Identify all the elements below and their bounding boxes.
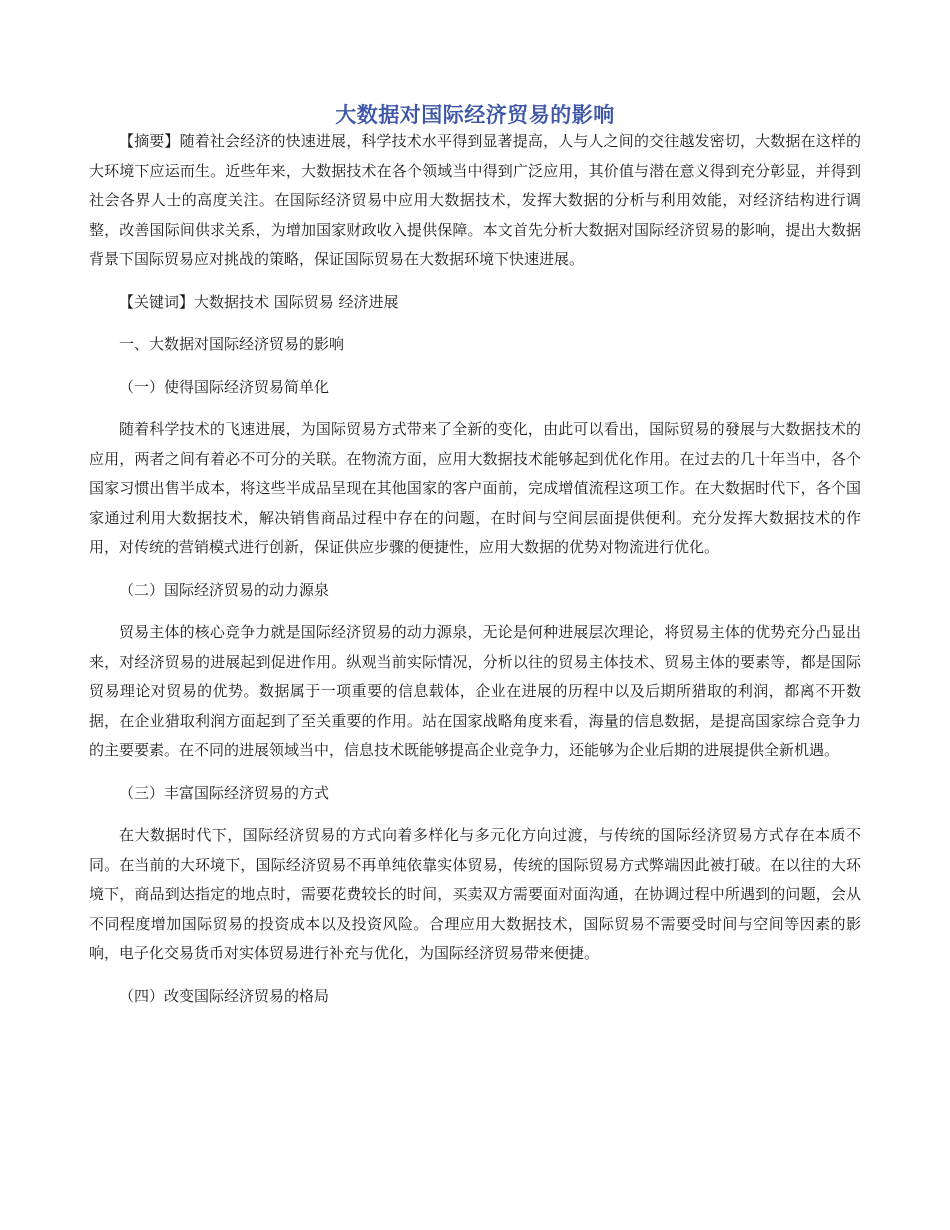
- abstract-label: 【摘要】: [119, 132, 180, 150]
- subsection-body-2: 贸易主体的核心竞争力就是国际经济贸易的动力源泉，无论是何种进展层次理论，将贸易主体的优势充分凸显出来，对经济贸易的进展起到促进作用。纵观当前实际情况，分析以往的贸易主体技术、贸易主体的要素等，都是国际贸易理论对贸易的优势。数据属于一项重要的信息载体，企业在进展的历程中以及后期所猎取的利润，都离不开数据，在企业猎取利润方面起到了至关重要的作用。站在国家战略角度来看，海量的信息数据，是提高国家综合竞争力的主要要素。在不同的进展领域当中，信息技术既能够提高企业竞争力，还能够为企业后期的进展提供全新机遇。: [89, 623, 861, 759]
- subsection-body-3: 在大数据时代下，国际经济贸易的方式向着多样化与多元化方向过渡，与传统的国际经济贸易方式存在本质不同。在当前的大环境下，国际经济贸易不再单纯依靠实体贸易，传统的国际贸易方式弊端因此被打破。在以往的大环境下，商品到达指定的地点时，需要花费较长的时间，买卖双方需要面对面沟通，在协调过程中所遇到的问题，会从不同程度增加国际贸易的投资成本以及投资风险。合理应用大数据技术，国际贸易不需要受时间与空间等因素的影响，电子化交易货币对实体贸易进行补充与优化，为国际经济贸易带来便捷。: [89, 826, 861, 962]
- abstract-paragraph: [89, 127, 861, 275]
- subsection-heading-4: （四）改变国际经济贸易的格局: [119, 986, 330, 1005]
- subsection-body-1: 随着科学技术的飞速进展，为国际贸易方式带来了全新的变化，由此可以看出，国际贸易的發展与大数据技术的应用，两者之间有着必不可分的关联。在物流方面，应用大数据技术能够起到优化作用。在过去的几十年当中，各个国家习惯出售半成本，将这些半成品呈现在其他国家的客户面前，完成增值流程这项工作。在大数据时代下，各个国家通过利用大数据技术，解决销售商品过程中存在的问题，在时间与空间层面提供便利。充分发挥大数据技术的作用，对传统的营销模式进行创新，保证供应步骤的便捷性，应用大数据的优势对物流进行优化。: [89, 420, 861, 556]
- abstract-text: 随着社会经济的快速进展，科学技术水平得到显著提高，人与人之间的交往越发密切，大数据在这样的大环境下应运而生。近些年来，大数据技术在各个领域当中得到广泛应用，其价值与潜在意义得到充分彰显，并得到社会各界人士的高度关注。在国际经济贸易中应用大数据技术，发挥大数据的分析与利用效能，对经济结构进行调整，改善国际间供求关系，为增加国家财政收入提供保障。本文首先分析大数据对国际经济贸易的影响，提出大数据背景下国际贸易应对挑战的策略，保证国际贸易在大数据环境下快速进展。: [89, 132, 861, 268]
- subsection-heading-3: （三）丰富国际经济贸易的方式: [119, 783, 330, 802]
- keywords-label: 【关键词】: [119, 292, 195, 311]
- keywords-text: 大数据技术 国际贸易 经济进展: [194, 292, 399, 311]
- keywords-paragraph: [89, 288, 861, 318]
- subsection-heading-1: （一）使得国际经济贸易简单化: [119, 377, 330, 396]
- section-heading-1: 一、大数据对国际经济贸易的影响: [119, 335, 345, 353]
- subsection-heading-2: （二）国际经济贸易的动力源泉: [119, 580, 330, 599]
- document-title: 大数据对国际经济贸易的影响: [335, 103, 615, 127]
- document-body: [89, 98, 861, 1011]
